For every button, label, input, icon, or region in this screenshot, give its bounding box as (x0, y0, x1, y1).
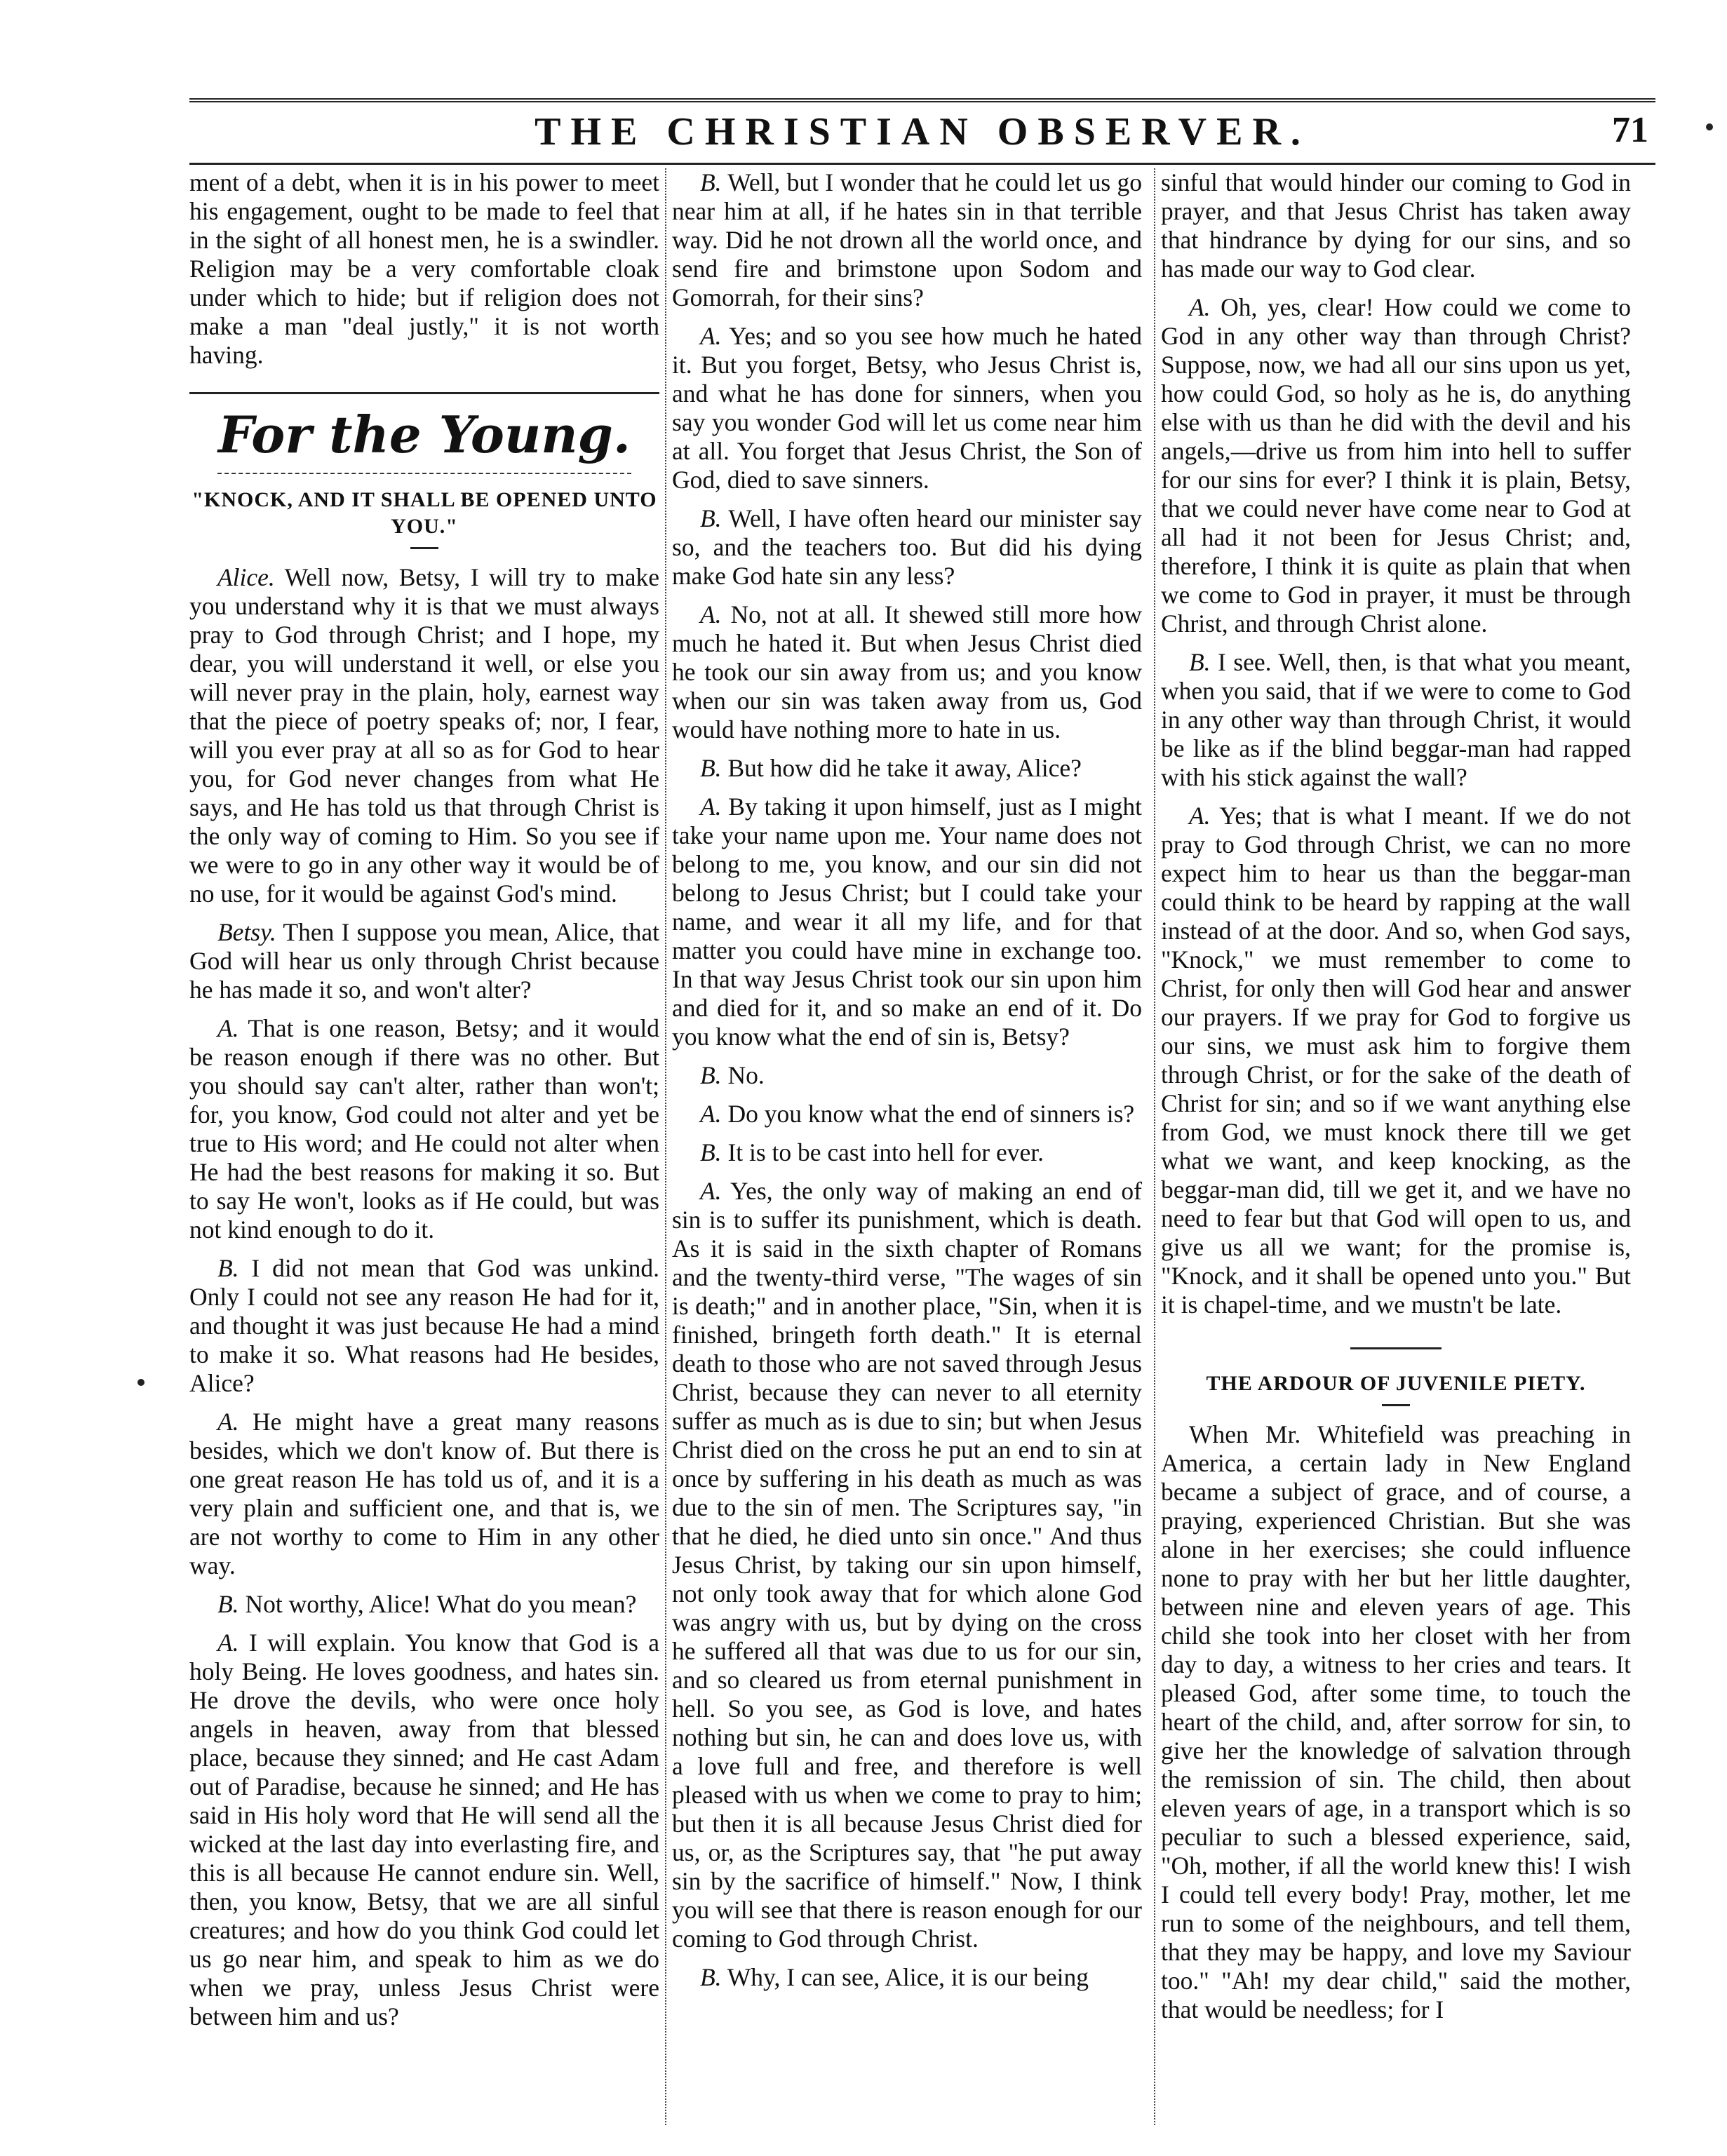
paragraph: ment of a debt, when it is in his power to meet his engagement, ought to be made to feel that in the sight of all honest men, he is a swindler. Religion may be a very comfortable cloak under which to hide; but if religion does not make a man "deal justly," it is not worth having. (189, 168, 659, 369)
paragraph-text: Well, but I wonder that he could let us go near him at all, if he hates sin in that terrible way. Did he not drown all the world once, and send fire and brimstone upon Sodom and Gomorrah, for their sins? (672, 168, 1142, 311)
masthead-top-rule (189, 98, 1655, 102)
article-title: THE ARDOUR OF JUVENILE PIETY. (1206, 1372, 1586, 1395)
dialogue-paragraph (1161, 648, 1631, 792)
article-separator (1350, 1347, 1442, 1349)
dialogue-paragraph (672, 1177, 1142, 1953)
dialogue-paragraph (672, 600, 1142, 744)
masthead-bottom-rule (189, 163, 1655, 165)
article-title: "KNOCK, AND IT SHALL BE OPENED UNTO YOU." (191, 488, 657, 538)
dialogue-paragraph (1161, 293, 1631, 638)
paragraph-text: But how did he take it away, Alice? (721, 754, 1082, 782)
paragraph-text: Yes; that is what I meant. If we do not pray to God through Christ, we can no more expect him to hear us than the beggar-man could think to be heard by rapping at the wall instead of at the door. And so, when God says, "Knock," we must remember to come to Christ, for only then will God hear and answer our prayers. If we pray for God to forgive us our sins, we must ask him to forgive them through Christ, or for the sake of the death of Christ for sin; and so if we want anything else from God, we must knock there till we get what we want, and keep knocking, as the beggar-man did, till we get it, and we have no need to fear but that God will open to us, and give us all we want; for the promise is, "Knock, and it shall be opened unto you." But it is chapel-time, and we mustn't be late. (1161, 802, 1631, 1319)
speaker-label: B. (700, 1963, 722, 1991)
speaker-label: A. (1189, 293, 1211, 321)
paragraph-text: Oh, yes, clear! How could we come to God in any other way than through Christ? Suppose, now, we had all our sins upon us yet, how could God, so holy as he is, do anything else with us than he did with the devil and his angels,—drive us from him into hell to suffer for our sins for ever? I think it is plain, Betsy, that we could never have come near to God at all had it not been for Jesus Christ; and, therefore, I think it is quite as plain that when we come to God in prayer, it must be through Christ, and through Christ alone. (1161, 293, 1631, 638)
speaker-label: B. (700, 1138, 722, 1166)
paragraph-text: Not worthy, Alice! What do you mean? (238, 1590, 637, 1618)
dialogue-paragraph (672, 322, 1142, 494)
speaker-label: B. (700, 1061, 722, 1089)
speaker-label: Betsy. (217, 918, 276, 946)
publication-title: THE CHRISTIAN OBSERVER. (535, 110, 1310, 154)
paragraph-text: It is to be cast into hell for ever. (721, 1138, 1044, 1166)
speaker-label: B. (217, 1254, 239, 1282)
dialogue-paragraph (189, 1590, 659, 1619)
dialogue-paragraph (672, 1138, 1142, 1167)
section-heading: For the Young. (218, 405, 631, 464)
paragraph-text: I see. Well, then, is that what you meant, when you said, that if we were to come to God in any other way than through Christ, it would be like as if the blind beggar-man had rapped with his stick against the wall? (1161, 648, 1631, 791)
paragraph: When Mr. Whitefield was preaching in America, a certain lady in New England became a subject of grace, and of course, a praying, experienced Christian. But she was alone in her exercises; she could influence none to pray with her but her little daughter, between nine and eleven years of age. This child she took into her closet with her from day to day, a witness to her cries and tears. It pleased God, after some time, to touch the heart of the child, and, after sorrow for sin, to give her the knowledge of salvation through the remission of sin. The child, then about eleven years of age, in a transport which is so peculiar to such a blessed experience, said, "Oh, mother, if all the world knew this! I wish I could tell every body! Pray, mother, let me run to some of the neighbours, and tell them, that they may be happy, and love my Saviour too." "Ah! my dear child," said the mother, that would be needless; for I (1161, 1420, 1631, 2023)
dialogue-paragraph (189, 1629, 659, 2031)
title-dash (1382, 1404, 1410, 1406)
paragraph: sinful that would hinder our coming to God in prayer, and that Jesus Christ has taken away that hindrance by dying for our sins, and so has made our way to God clear. (1161, 168, 1631, 283)
page-number: 71 (1612, 110, 1648, 150)
dialogue-paragraph (672, 1100, 1142, 1128)
dialogue-paragraph (672, 168, 1142, 312)
dialogue-paragraph (189, 563, 659, 908)
paragraph-text: Yes, the only way of making an end of sin is to suffer its punishment, which is death. As it is said in the sixth chapter of Romans and the twenty-third verse, "The wages of sin is death;" and in another place, "Sin, when it is finished, bringeth forth death." It is eternal death to those who are not saved through Jesus Christ, because they can never to all eternity suffer as much as is due to sin; but when Jesus Christ died on the cross he put an end to sin at once by suffering in his death as much as was due to the sin of men. The Scriptures say, "in that he died, he died unto sin once." And thus Jesus Christ, by taking our sin upon himself, not only took away that for which alone God was angry with us, but by dying on the cross he suffered all that was due to us for our sin, and so cleared us from eternal punishment in hell. So you see, as God is love, and hates nothing but sin, he can and does love us, with a love full and free, and therefore is well pleased with us when we come to pray to him; but then it is all because Jesus Christ died for us, or, as the Scriptures say, that "he put away sin by the sacrifice of himself." Now, I think you will see that there is reason enough for our coming to God through Christ. (672, 1177, 1142, 1953)
speaker-label: A. (700, 1100, 722, 1128)
paragraph-text: Do you know what the end of sinners is? (721, 1100, 1135, 1128)
dialogue-paragraph (672, 1963, 1142, 1992)
speaker-label: Alice. (217, 563, 275, 591)
dialogue-paragraph (189, 918, 659, 1004)
paragraph-text: Well now, Betsy, I will try to make you understand why it is that we must always pray to God through Christ; and I hope, my dear, you will understand it well, or else you will never pray in the plain, holy, earnest way that the piece of poetry speaks of; nor, I fear, will you ever pray at all so as for God to hear you, for God never changes from what He says, and He has told us that through Christ is the only way of coming to Him. So you see if we were to go in any other way it would be of no use, for it would be against God's mind. (189, 563, 659, 908)
paragraph-text: That is one reason, Betsy; and it would be reason enough if there was no other. But you should say can't alter, rather than won't; for, you know, God could not alter and yet be true to His word; and He could not alter when He had the best reasons for making it so. But to say He won't, looks as if He could, but was not kind enough to do it. (189, 1014, 659, 1244)
speaker-label: A. (217, 1408, 239, 1436)
ornamental-rule (217, 473, 631, 474)
paragraph-text: By taking it upon himself, just as I might take your name upon me. Your name does not belong to me, you know, and our sin did not belong to Jesus Christ; but I could take your name, and wear it all my life, and for that matter you could have mine in exchange too. In that way Jesus Christ took our sin upon him and died for it, and so make an end of it. Do you know what the end of sin is, Betsy? (672, 793, 1142, 1051)
paragraph-text: No, not at all. It shewed still more how much he hated it. But when Jesus Christ died he took our sin away from us; and you know when our sin was taken away from us, God would have nothing more to hate in us. (672, 600, 1142, 743)
section-rule (189, 392, 659, 394)
speaker-label: A. (700, 600, 722, 628)
paragraph-text: Well, I have often heard our minister say so, and the teachers too. But did his dying make God hate sin any less? (672, 504, 1142, 590)
speaker-label: B. (1189, 648, 1211, 676)
speaker-label: A. (700, 793, 722, 821)
dialogue-paragraph (1161, 802, 1631, 1319)
dialogue-paragraph (189, 1408, 659, 1580)
speaker-label: A. (700, 322, 722, 350)
speaker-label: A. (217, 1629, 239, 1657)
paragraph-text: I will explain. You know that God is a holy Being. He loves goodness, and hates sin. He drove the devils, who were once holy angels in heaven, away from that blessed place, because they sinned; and He cast Adam out of Paradise, because he sinned; and He has said in His holy word that He will send all the wicked at the last day into everlasting fire, and this is all because He cannot endure sin. Well, then, you know, Betsy, that we are all sinful creatures; and how do you think God could let us go near him, and speak to him as we do when we pray, unless Jesus Christ were between him and us? (189, 1629, 659, 2030)
column-1 (189, 168, 659, 2125)
speaker-label: B. (217, 1590, 239, 1618)
margin-mark (137, 1379, 145, 1386)
paragraph-text: No. (721, 1061, 765, 1089)
dialogue-paragraph (672, 504, 1142, 591)
paragraph-text: I did not mean that God was unkind. Only I could not see any reason He had for it, and thought it was just because He had a mind to make it so. What reasons had He besides, Alice? (189, 1254, 659, 1397)
paragraph-text: Why, I can see, Alice, it is our being (721, 1963, 1089, 1991)
dialogue-paragraph (672, 754, 1142, 783)
margin-mark (1706, 123, 1713, 130)
dialogue-paragraph (672, 793, 1142, 1051)
paragraph-text: Yes; and so you see how much he hated it. But you forget, Betsy, who Jesus Christ is, and what he has done for sinners, when you say you wonder God will let us come near him at all. You forget that Jesus Christ, the Son of God, died to save sinners. (672, 322, 1142, 494)
speaker-label: B. (700, 504, 722, 532)
paragraph-text: Then I suppose you mean, Alice, that God will hear us only through Christ because he has made it so, and won't alter? (189, 918, 659, 1004)
page-header (189, 104, 1655, 160)
dialogue-paragraph (189, 1254, 659, 1398)
dialogue-paragraph (672, 1061, 1142, 1090)
title-dash (410, 547, 438, 549)
column-2 (672, 168, 1142, 2125)
speaker-label: A. (1189, 802, 1211, 830)
dialogue-paragraph (189, 1014, 659, 1244)
speaker-label: B. (700, 754, 722, 782)
speaker-label: A. (700, 1177, 722, 1205)
column-3 (1161, 168, 1631, 2125)
speaker-label: B. (700, 168, 722, 196)
column-divider (665, 168, 666, 2125)
column-divider (1154, 168, 1155, 2125)
paragraph-text: He might have a great many reasons besides, which we don't know of. But there is one great reason He has told us of, and it is a very plain and sufficient one, and that is, we are not worthy to come to Him in any other way. (189, 1408, 659, 1579)
speaker-label: A. (217, 1014, 239, 1042)
